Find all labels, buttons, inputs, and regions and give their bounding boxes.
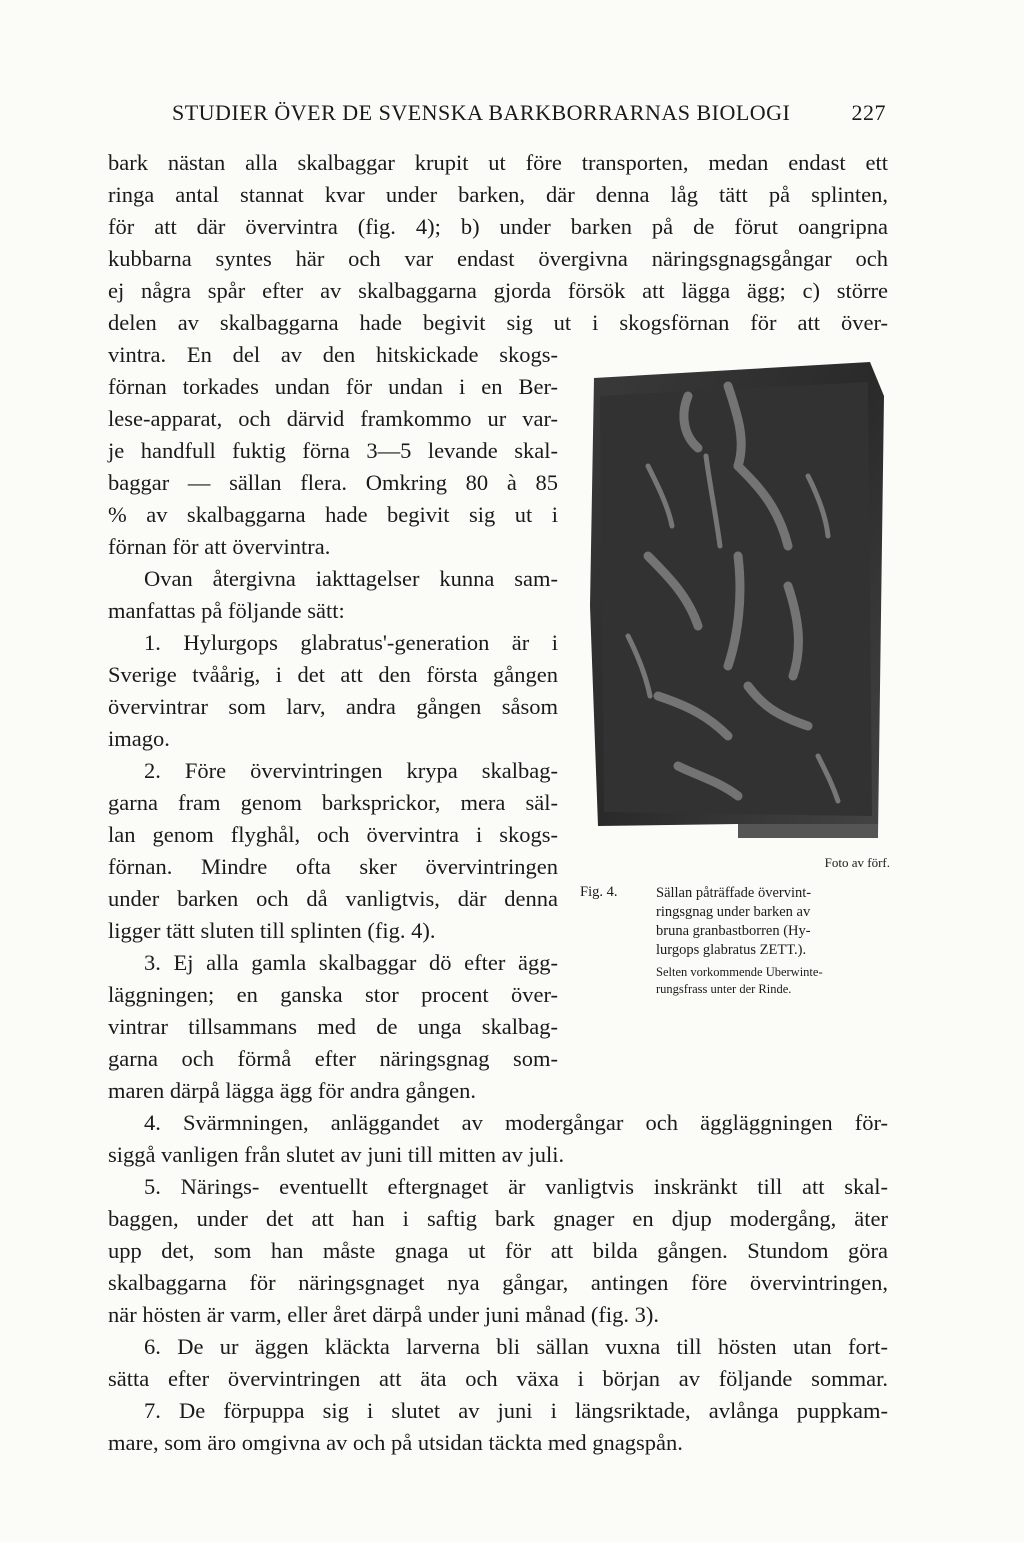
- text-line: garna och förmå efter näringsgnag som-: [108, 1046, 558, 1071]
- header-title: STUDIER ÖVER DE SVENSKA BARKBORRARNAS BIOLOGI: [172, 100, 791, 125]
- text-line: je handfull fuktig förna 3—5 levande skal-: [108, 438, 558, 463]
- figure-photo: [588, 356, 886, 850]
- figure-caption-german: rungsfrass unter der Rinde.: [656, 982, 792, 996]
- text-line: förnan torkades undan för undan i en Ber-: [108, 374, 558, 399]
- text-line: vintra. En del av den hitskickade skogs-: [108, 342, 558, 367]
- page-number: 227: [851, 100, 886, 125]
- text-line: imago.: [108, 726, 170, 751]
- text-line: när hösten är varm, eller året därpå under juni månad (fig. 3).: [108, 1302, 660, 1327]
- photo-credit: Foto av förf.: [824, 855, 890, 870]
- text-line: ej några spår efter av skalbaggarna gjorda försök att lägga ägg; c) större: [108, 278, 888, 303]
- text-line: sätta efter övervintringen att äta och växa i början av följande sommar.: [108, 1366, 888, 1391]
- text-line: förnan för att övervintra.: [108, 534, 331, 559]
- text-line: delen av skalbaggarna hade begivit sig ut i skogsförnan för att över-: [108, 310, 888, 335]
- list-item-7: 7. De förpuppa sig i slutet av juni i längsriktade, avlånga puppkam-: [144, 1398, 888, 1423]
- text-line: manfattas på följande sätt:: [108, 598, 345, 623]
- list-item-3: 3. Ej alla gamla skalbaggar dö efter ägg-: [144, 950, 558, 975]
- text-line: Sverige tvåårig, i det att den första gången: [108, 662, 558, 687]
- text-line: ringa antal stannat kvar under barken, där denna låg tätt på splinten,: [108, 182, 888, 207]
- text-line: lan genom flyghål, och övervintra i skogs-: [108, 822, 558, 847]
- list-item-5: 5. Närings- eventuellt eftergnaget är vanligtvis inskränkt till att skal-: [144, 1174, 888, 1199]
- text-line: läggningen; en ganska stor procent över-: [108, 982, 558, 1007]
- text-line: lese-apparat, och därvid framkommo ur var-: [108, 406, 558, 431]
- text-line: förnan. Mindre ofta sker övervintringen: [108, 854, 558, 879]
- figure-label: Fig. 4.: [580, 884, 618, 900]
- bark-photo-image: [588, 356, 886, 850]
- text-line: maren därpå lägga ägg för andra gången.: [108, 1078, 476, 1103]
- text-line: övervintrar som larv, andra gången såsom: [108, 694, 558, 719]
- text-line: baggar — sällan flera. Omkring 80 à 85: [108, 470, 558, 495]
- figure-caption-line: Sällan påträffade övervint-: [656, 885, 812, 901]
- text-line: bark nästan alla skalbaggar krupit ut före transporten, medan endast ett: [108, 150, 888, 175]
- list-item-1: 1. Hylurgops glabratus'-generation är i: [144, 630, 558, 655]
- text-line: för att där övervintra (fig. 4); b) under barken på de förut oangripna: [108, 214, 888, 239]
- text-line: baggen, under det att han i saftig bark gnager en djup modergång, äter: [108, 1206, 888, 1231]
- figure-caption-german: Selten vorkommende Uberwinte-: [656, 965, 823, 979]
- text-line: upp det, som han måste gnaga ut för att bilda gången. Stundom göra: [108, 1238, 888, 1263]
- text-line: ligger tätt sluten till splinten (fig. 4).: [108, 918, 436, 943]
- text-line: under barken och då vanligtvis, där denna: [108, 886, 558, 911]
- text-line: garna fram genom barksprickor, mera säl-: [108, 790, 558, 815]
- figure-caption-line: bruna granbastborren (Hy-: [656, 923, 811, 939]
- figure-caption-line: ringsgnag under barken av: [656, 904, 811, 920]
- text-line: mare, som äro omgivna av och på utsidan täckta med gnagspån.: [108, 1430, 683, 1455]
- list-item-4: 4. Svärmningen, anläggandet av modergångar och äggläggningen för-: [144, 1110, 888, 1135]
- list-item-6: 6. De ur äggen kläckta larverna bli sällan vuxna till hösten utan fort-: [144, 1334, 888, 1359]
- text-line: kubbarna syntes här och var endast övergivna näringsgnagsgångar och: [108, 246, 888, 271]
- list-item-2: 2. Före övervintringen krypa skalbag-: [144, 758, 558, 783]
- text-line: Ovan återgivna iakttagelser kunna sam-: [144, 566, 558, 591]
- text-line: % av skalbaggarna hade begivit sig ut i: [108, 502, 558, 527]
- text-line: vintrar tillsammans med de unga skalbag-: [108, 1014, 558, 1039]
- text-line: skalbaggarna för näringsgnaget nya gångar, antingen före övervintringen,: [108, 1270, 888, 1295]
- figure-caption-line: lurgops glabratus ZETT.).: [656, 942, 807, 958]
- text-line: siggå vanligen från slutet av juni till mitten av juli.: [108, 1142, 565, 1167]
